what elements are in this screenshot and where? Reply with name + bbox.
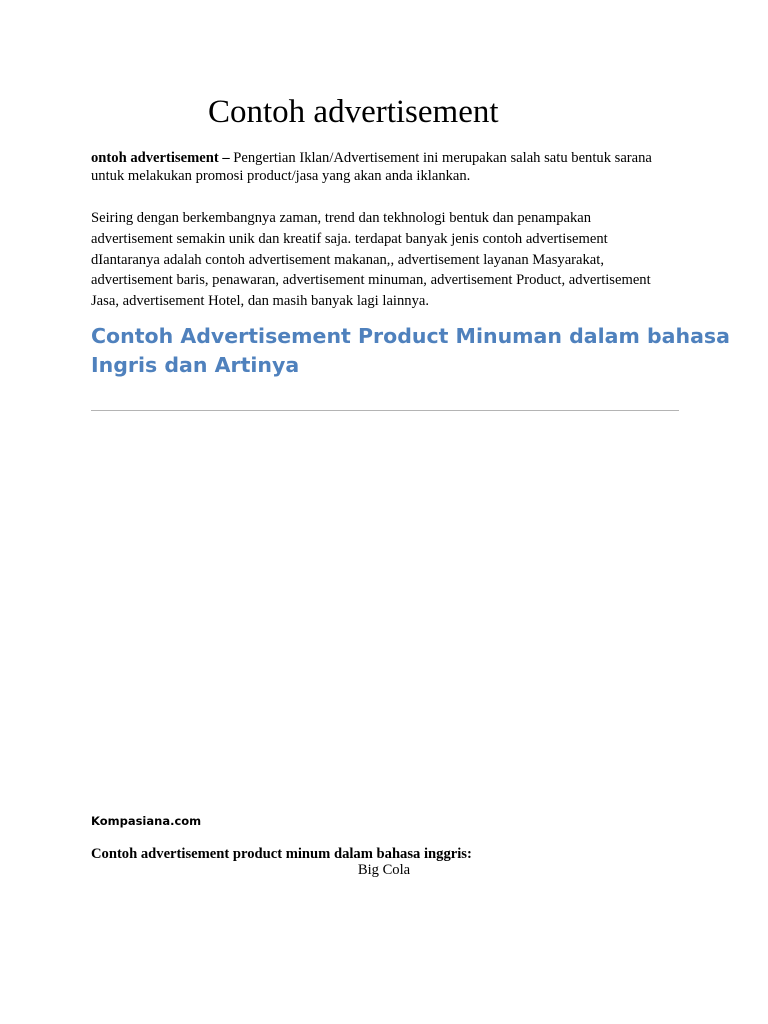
product-name: Big Cola bbox=[357, 862, 411, 878]
subheading: Contoh advertisement product minum dalam bahasa inggris: bbox=[91, 846, 472, 862]
section-divider bbox=[91, 410, 679, 411]
body-line-1: Seiring dengan berkembangnya zaman, trend dan tekhnologi bentuk dan penampakan bbox=[91, 210, 592, 226]
image-source-caption: Kompasiana.com bbox=[91, 814, 202, 828]
body-line-4: advertisement baris, penawaran, advertisement minuman, advertisement Product, advertisement bbox=[91, 272, 651, 289]
section-heading-line-2: Ingris dan Artinya bbox=[91, 353, 300, 377]
intro-line-1 bbox=[91, 149, 681, 167]
section-heading-line-1: Contoh Advertisement Product Minuman dalam bahasa bbox=[91, 324, 730, 348]
intro-bold-lead: ontoh advertisement – bbox=[91, 150, 230, 166]
intro-text-1: Pengertian Iklan/Advertisement ini merupakan salah satu bentuk sarana bbox=[229, 150, 652, 166]
body-paragraph bbox=[91, 208, 681, 312]
document-title: Contoh advertisement bbox=[208, 94, 499, 130]
image-placeholder bbox=[91, 420, 679, 800]
intro-paragraph bbox=[91, 149, 681, 185]
intro-line-2: untuk melakukan promosi product/jasa yang akan anda iklankan. bbox=[91, 168, 471, 184]
section-heading bbox=[91, 322, 730, 380]
body-line-5: Jasa, advertisement Hotel, dan masih banyak lagi lainnya. bbox=[91, 293, 429, 310]
body-line-3: dIantaranya adalah contoh advertisement makanan,, advertisement layanan Masyarakat, bbox=[91, 251, 604, 268]
body-line-2: advertisement semakin unik dan kreatif saja. terdapat banyak jenis contoh advertisement bbox=[91, 230, 608, 247]
